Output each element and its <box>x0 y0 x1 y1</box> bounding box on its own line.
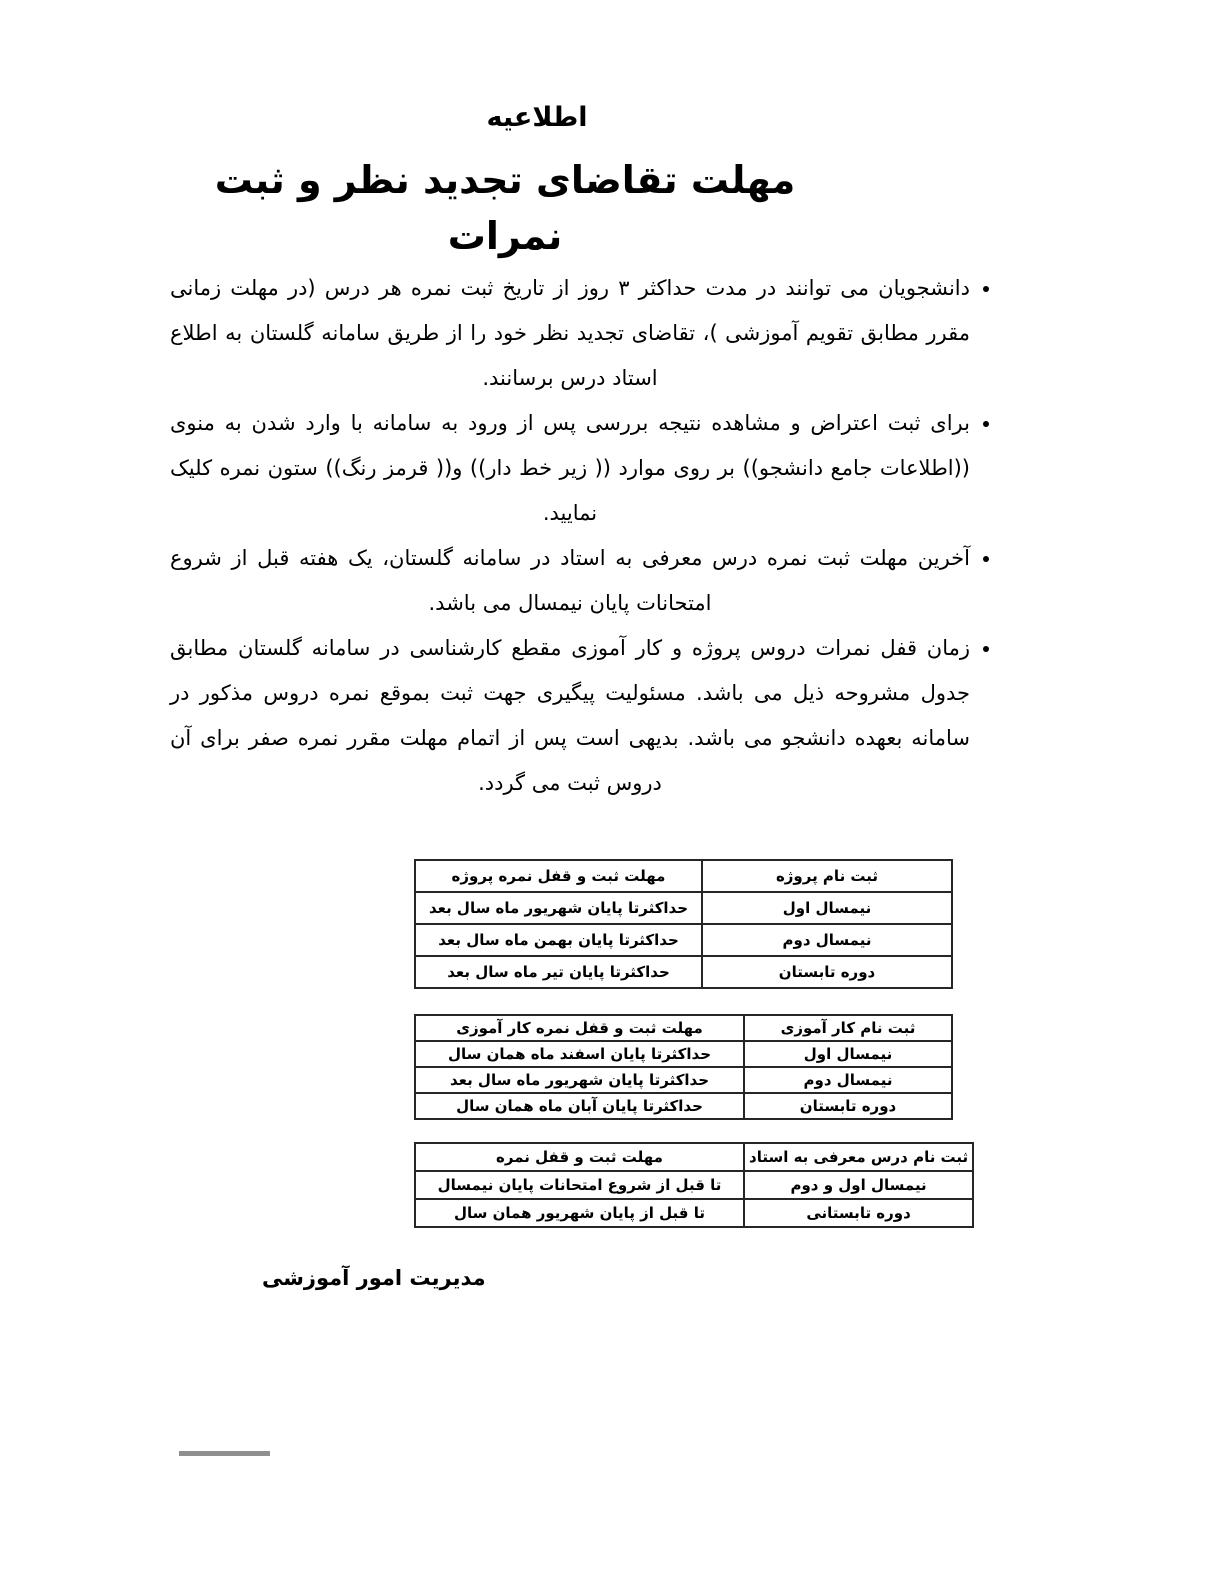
internship-grade-deadline-table <box>414 1014 953 1120</box>
table-row <box>415 892 952 924</box>
table-header-row <box>415 1015 952 1041</box>
bullet-list <box>170 266 1000 806</box>
cell-deadline: حداکثرتا پایان تیر ماه سال بعد <box>415 956 702 988</box>
cell-term: نیمسال اول و دوم <box>744 1171 973 1199</box>
cell-deadline: تا قبل از شروع امتحانات پایان نیمسال <box>415 1171 744 1199</box>
cell-term: دوره تابستان <box>744 1093 952 1119</box>
table-row <box>415 1171 973 1199</box>
cell-deadline: حداکثرتا پایان شهریور ماه سال بعد <box>415 1067 744 1093</box>
header-cell: ثبت نام پروژه <box>702 860 952 892</box>
footer-divider-line <box>179 1451 270 1456</box>
table-row <box>415 956 952 988</box>
table-header-row <box>415 860 952 892</box>
header-cell: مهلت ثبت و قفل نمره کار آموزی <box>415 1015 744 1041</box>
cell-term: دوره تابستانی <box>744 1199 973 1227</box>
table-row <box>415 1199 973 1227</box>
table-header-row <box>415 1143 973 1171</box>
table-row <box>415 1067 952 1093</box>
signature: مدیریت امور آموزشی <box>262 1266 486 1290</box>
bullet-item-objection-steps: • برای ثبت اعتراض و مشاهده نتیجه بررسی پس از ورود به سامانه با وارد شدن به منوی ((اطلاعات جامع دانشجو)) بر روی موارد (( زیر خط دار)) و(( قرمز رنگ)) ستون نمره کلیک نمایید. <box>170 401 970 536</box>
cell-deadline: تا قبل از پایان شهریور همان سال <box>415 1199 744 1227</box>
notice-label: اطلاعیه <box>486 102 588 133</box>
project-grade-deadline-table <box>414 859 953 989</box>
bullet-item-grade-lock: • زمان قفل نمرات دروس پروژه و کار آموزی مقطع کارشناسی در سامانه گلستان مطابق جدول مشروحه ذیل می باشد. مسئولیت پیگیری جهت ثبت بموقع نمره دروس مذکور در سامانه بعهده دانشجو می باشد. بدیهی است پس از اتمام مهلت مقرر نمره صفر برای آن دروس ثبت می گردد. <box>170 626 970 806</box>
table-row <box>415 1093 952 1119</box>
table-row <box>415 924 952 956</box>
cell-deadline: حداکثرتا پایان بهمن ماه سال بعد <box>415 924 702 956</box>
cell-term: نیمسال دوم <box>744 1067 952 1093</box>
instructor-intro-course-deadline-table <box>414 1142 974 1228</box>
cell-deadline: حداکثرتا پایان شهریور ماه سال بعد <box>415 892 702 924</box>
cell-term: نیمسال دوم <box>702 924 952 956</box>
header-cell: ثبت نام درس معرفی به استاد <box>744 1143 973 1171</box>
bullet-item-last-deadline: • آخرین مهلت ثبت نمره درس معرفی به استاد در سامانه گلستان، یک هفته قبل از شروع امتحانات پایان نیمسال می باشد. <box>170 536 970 626</box>
header-cell: مهلت ثبت و قفل نمره پروژه <box>415 860 702 892</box>
cell-deadline: حداکثرتا پایان اسفند ماه همان سال <box>415 1041 744 1067</box>
cell-term: دوره تابستان <box>702 956 952 988</box>
cell-term: نیمسال اول <box>744 1041 952 1067</box>
page-title: مهلت تقاضای تجدید نظر و ثبت نمرات <box>214 158 796 258</box>
header-cell: ثبت نام کار آموزی <box>744 1015 952 1041</box>
bullet-item-revision-request: • دانشجویان می توانند در مدت حداکثر ۳ روز از تاریخ ثبت نمره هر درس (در مهلت زمانی مقرر مطابق تقویم آموزشی )، تقاضای تجدید نظر خود را از طریق سامانه گلستان به اطلاع استاد درس برسانند. <box>170 266 970 401</box>
table-row <box>415 1041 952 1067</box>
cell-deadline: حداکثرتا پایان آبان ماه همان سال <box>415 1093 744 1119</box>
header-cell: مهلت ثبت و قفل نمره <box>415 1143 744 1171</box>
cell-term: نیمسال اول <box>702 892 952 924</box>
